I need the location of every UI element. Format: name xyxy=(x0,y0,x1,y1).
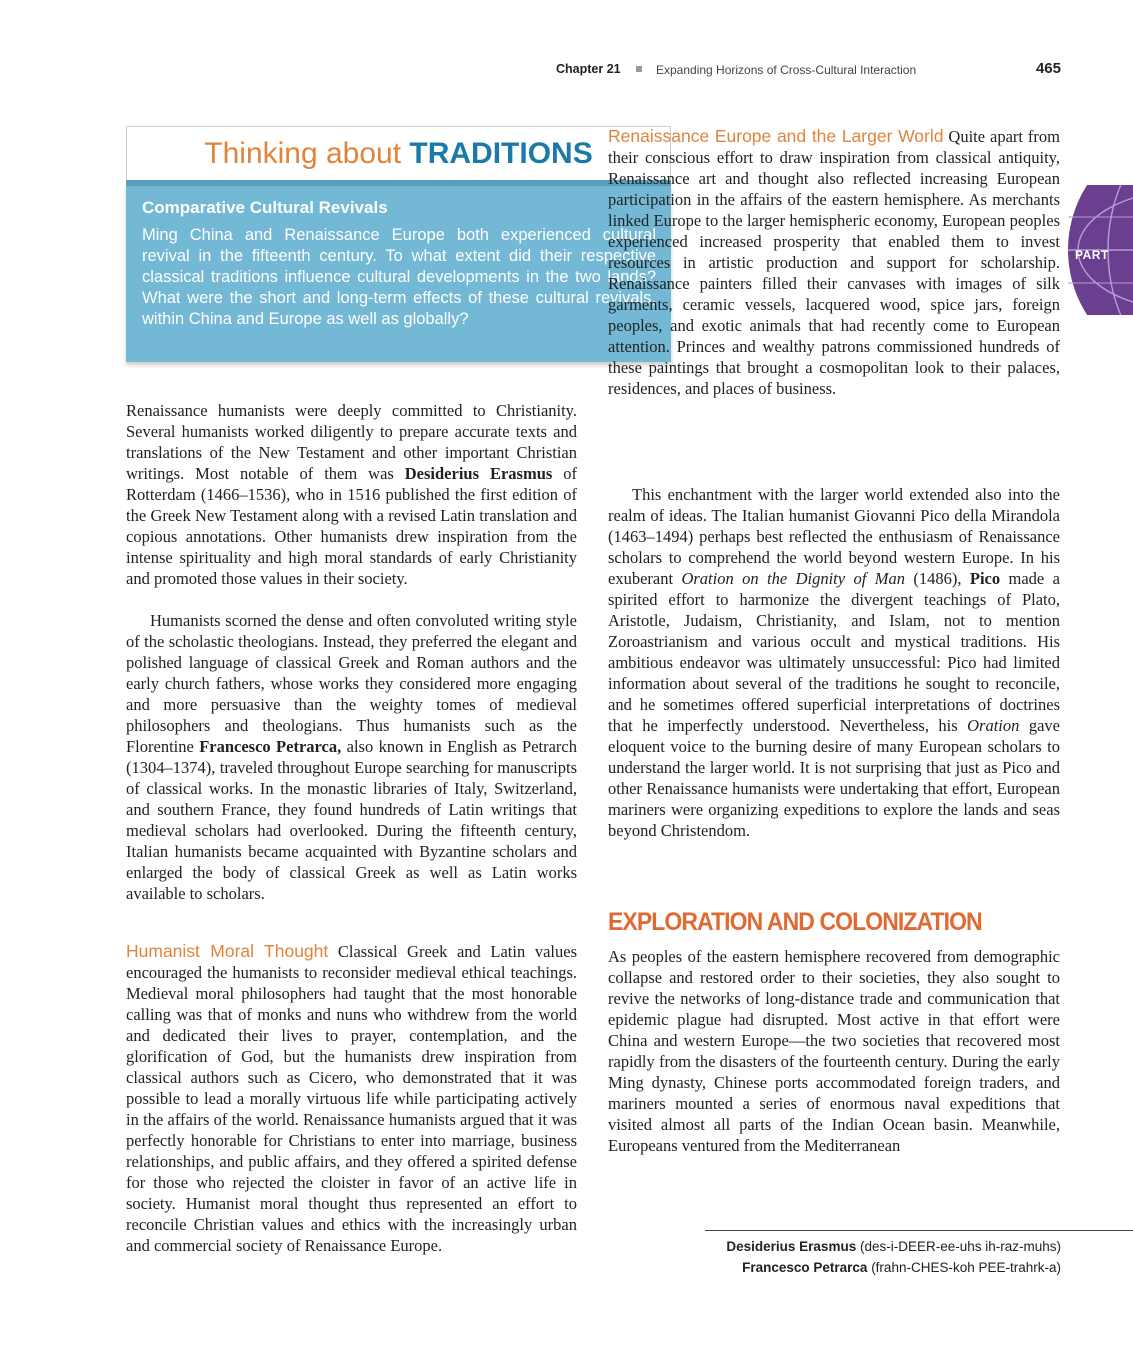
text: Quite apart from their conscious effort to draw inspiration from classical antiquity, Renaissance art and thought also reflected increasing European participation in the affairs of the eastern hemisphere. As merchants linked Europe to the larger hemispheric economy, European peoples experienced increased prosperity that enabled them to invest resources in artistic production and support for scholarship. Renaissance painters filled their canvases with images of silk garments, ceramic vessels, lacquered wood, spice jars, foreign peoples, and exotic animals that had recently come to European attention. Princes and wealthy patrons commissioned hundreds of these paintings that brought a cosmopolitan look to their palaces, residences, and places of business. xyxy=(608,127,1060,398)
running-header xyxy=(556,62,1061,82)
text: This enchantment with the larger world extended also into the realm of ideas. The Italian humanist Giovanni Pico della Mirandola (1463–1494) perhaps best reflected the enthusiasm of Renaissance scholars to comprehend the world beyond western Europe. In his exuberant xyxy=(608,485,1060,588)
pronunciation-name: Francesco Petrarca xyxy=(742,1260,868,1275)
subheading-humanist-moral-thought: Humanist Moral Thought xyxy=(126,941,329,961)
box-body xyxy=(126,186,671,362)
text: Humanists scorned the dense and often convoluted writing style of the scholastic theologians. Instead, they preferred the elegant and polished language of classical Greek and Roman authors and the early church fathers, whose works they considered more engaging and more persuasive than the weighty tomes of medieval philosophers and theologians. Thus humanists such as the Florentine xyxy=(126,611,577,756)
box-subtitle: Comparative Cultural Revivals xyxy=(142,198,388,217)
header-separator-square xyxy=(636,66,642,72)
italic-oration: Oration xyxy=(967,716,1020,735)
box-title-thin: Thinking about xyxy=(204,137,410,170)
left-paragraph-3 xyxy=(126,941,577,1256)
bold-name-pico: Pico xyxy=(969,569,1001,588)
part-label: PART xyxy=(1075,248,1109,262)
page-number: 465 xyxy=(1035,60,1061,77)
footnote-rule xyxy=(705,1230,1133,1231)
chapter-label: Chapter 21 xyxy=(556,62,621,76)
pronunciation-guide: (des-i-DEER-ee-uhs ih-raz-muhs) xyxy=(856,1239,1061,1254)
bold-name-erasmus: Desiderius Erasmus xyxy=(404,464,553,483)
right-paragraph-2 xyxy=(608,484,1060,841)
pronunciation-petrarca xyxy=(742,1260,1061,1275)
pronunciation-guide: (frahn-CHES-koh PEE-trahrk-a) xyxy=(867,1260,1061,1275)
pronunciation-name: Desiderius Erasmus xyxy=(726,1239,857,1254)
left-paragraph-1 xyxy=(126,400,577,589)
italic-oration-title: Oration on the Dignity of Man xyxy=(681,569,905,588)
subheading-renaissance-europe: Renaissance Europe and the Larger World xyxy=(608,126,944,146)
box-question: Ming China and Renaissance Europe both experienced cultural revival in the fifteenth century. To what extent did their respective classical traditions influence cultural developments in the two lands? What were the short and long-term effects of these cultural revivals, within China and Europe as well as globally? xyxy=(142,226,656,328)
text: also known in English as Petrarch (1304–1374), traveled throughout Europe searching for manuscripts of classical works. In the monastic libraries of Italy, Switzerland, and southern France, they found hundreds of Latin writings that medieval scholars had overlooked. During the fifteenth century, Italian humanists became acquainted with Byzantine scholars and enlarged the body of classical Greek as well as Latin works available to scholars. xyxy=(126,737,577,903)
text: gave eloquent voice to the burning desire of many European scholars to understand the larger world. It is not surprising that just as Pico and other Renaissance humanists were undertaking that effort, European mariners were organizing expeditions to explore the lands and seas beyond Christendom. xyxy=(608,716,1060,840)
bold-name-petrarca: Francesco Petrarca, xyxy=(199,737,342,756)
pronunciation-erasmus xyxy=(726,1239,1061,1254)
right-paragraph-3: As peoples of the eastern hemisphere recovered from demographic collapse and restored order to their societies, they also sought to revive the networks of long-distance trade and communication that epidemic plague had disrupted. Most active in that effort were China and western Europe—the two societies that recovered most rapidly from the disasters of the fourteenth century. During the early Ming dynasty, Chinese ports accommodated foreign traders, and mariners mounted a series of enormous naval expeditions that visited almost all parts of the Indian Ocean basin. Meanwhile, Europeans ventured from the Mediterranean xyxy=(608,947,1060,1155)
thinking-about-traditions-box xyxy=(126,126,671,362)
left-paragraph-2 xyxy=(126,610,577,904)
text: of Rotterdam (1466–1536), who in 1516 published the first edition of the Greek New Testament along with a revised Latin translation and copious annotations. Other humanists drew inspiration from the intense spirituality and high moral standards of early Christianity and promoted those values in their society. xyxy=(126,464,578,588)
text: Classical Greek and Latin values encouraged the humanists to reconsider medieval ethical teachings. Medieval moral philosophers had taught that the most honorable calling was that of monks and nuns who withdrew from the world and dedicated their lives to prayer, contemplation, and the glorification of God, but the humanists drew inspiration from classical authors such as Cicero, who demonstrated that it was possible to lead a morally virtuous life while participating actively in the affairs of the world. Renaissance humanists argued that it was perfectly honorable for Christians to enter into marriage, business relationships, and public affairs, and they offered a spirited defense for those who rejected the cloister in favor of an active life in society. Humanist moral thought thus represented an effort to reconcile Christian values and ethics with the increasingly urban and commercial society of Renaissance Europe. xyxy=(126,942,577,1255)
text: made a spirited effort to harmonize the divergent teachings of Plato, Aristotle, Judaism, Christianity, and Islam, not to mention Zoroastrianism and various occult and mystical traditions. His ambitious endeavor was ultimately unsuccessful: Pico had limited information about several of the traditions he sought to reconcile, and he sometimes offered superficial interpretations of doctrines that he imperfectly understood. Nevertheless, his xyxy=(608,569,1060,735)
right-paragraph-1 xyxy=(608,126,1060,399)
box-title-bold: TRADITIONS xyxy=(409,137,593,170)
text: Renaissance humanists were deeply committed to Christianity. Several humanists worked diligently to prepare accurate texts and translations of the New Testament and other important Christian writings. Most notable of them was xyxy=(126,401,577,483)
text: (1486), xyxy=(904,569,970,588)
chapter-title: Expanding Horizons of Cross-Cultural Interaction xyxy=(656,63,917,77)
section-heading: EXPLORATION AND COLONIZATION xyxy=(608,908,982,936)
part-tab xyxy=(1068,185,1133,315)
box-title xyxy=(126,126,671,181)
